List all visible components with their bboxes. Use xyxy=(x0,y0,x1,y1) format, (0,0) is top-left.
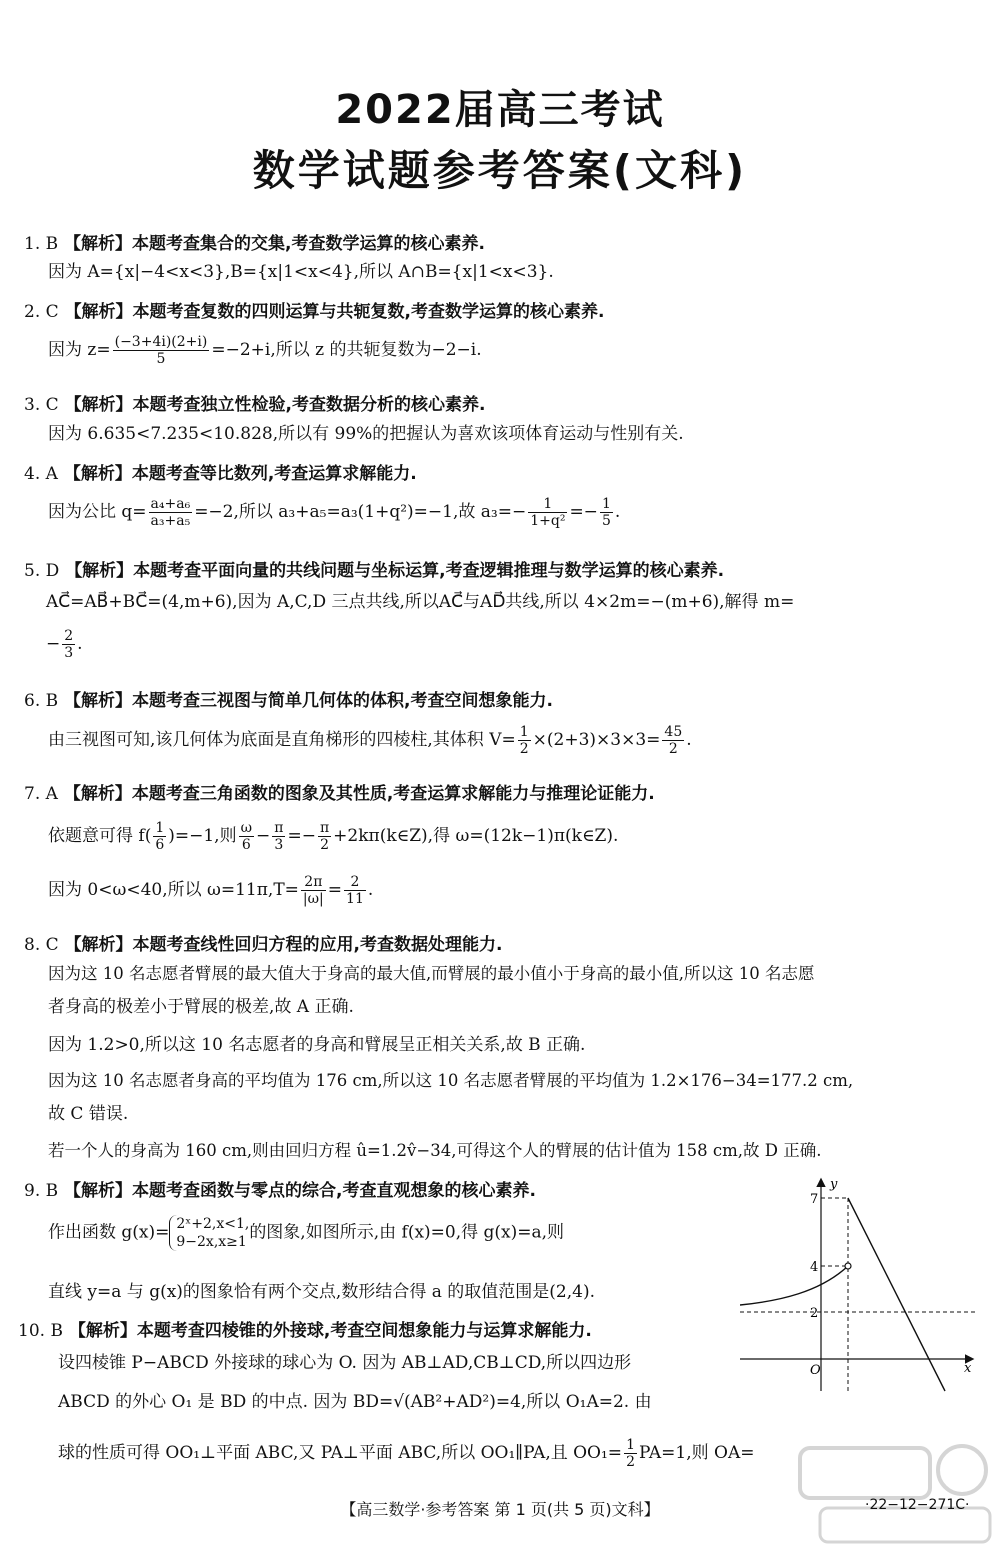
q5-frac-den: 3 xyxy=(64,645,74,661)
page-subtitle: 数学试题参考答案(文科) xyxy=(252,146,748,195)
q10-header xyxy=(18,1316,592,1341)
q9-number: 9. B xyxy=(24,1181,59,1201)
q4-f3-den: 5 xyxy=(601,513,611,529)
q7-f5-num: 2π xyxy=(301,874,326,891)
q5-number: 5. D xyxy=(24,561,60,581)
q3-header xyxy=(24,390,485,415)
q7-fraction-5 xyxy=(301,874,326,907)
q4-text-d: . xyxy=(614,502,621,522)
q1-line1: 因为 A={x|−4<x<3},B={x|1<x<4},所以 A∩B={x|1<x<3}. xyxy=(48,262,554,282)
q5-frac-num: 2 xyxy=(64,628,74,644)
q4-f1-num: a₄+a₆ xyxy=(150,496,191,512)
q1-header xyxy=(24,229,485,254)
q6-number: 6. B xyxy=(24,691,59,711)
q8-number: 8. C xyxy=(24,935,59,955)
q7-f2-den: 6 xyxy=(241,837,251,853)
doc-code: ·22−12−271C· xyxy=(865,1497,970,1513)
q4-f2-den: 1+q² xyxy=(530,513,566,529)
q10-line1: 设四棱锥 P−ABCD 外接球的球心为 O. 因为 AB⊥AD,CB⊥CD,所以四边形 xyxy=(58,1353,632,1373)
q5-line1: AC⃗=AB⃗+BC⃗=(4,m+6),因为 A,C,D 三点共线,所以AC⃗与AD⃗共线,所以 4×2m=−(m+6),解得 m= xyxy=(46,592,795,612)
q4-f2-num: 1 xyxy=(528,496,567,513)
q7-f1-den: 6 xyxy=(155,837,165,853)
q9-piecewise xyxy=(169,1215,249,1251)
q7-f3-num: π xyxy=(274,820,284,836)
q10-frac-den: 2 xyxy=(626,1454,635,1470)
q6-f2-num: 45 xyxy=(664,724,683,740)
q4-text-c: =− xyxy=(569,502,598,522)
q4-fraction-2 xyxy=(528,496,567,529)
q6-f1-den: 2 xyxy=(519,741,529,757)
q5-header xyxy=(24,556,724,581)
q7-text-d: =− xyxy=(287,826,316,846)
q7-fraction-4 xyxy=(318,820,331,853)
q10-text-a: 球的性质可得 OO₁⊥平面 ABC,又 PA⊥平面 ABC,所以 OO₁∥PA,且 OO₁= xyxy=(58,1443,623,1463)
q7-text-h: . xyxy=(367,880,374,900)
q7-text-a: 依题意可得 f( xyxy=(48,826,152,846)
tick-2: 2 xyxy=(810,1306,819,1321)
q6-text-b: ×(2+3)×3×3= xyxy=(532,730,661,750)
q3-line1: 因为 6.635<7.235<10.828,所以有 99%的把握认为喜欢该项体育运动与性别有关. xyxy=(48,424,684,444)
q2-head: 【解析】本题考查复数的四则运算与共轭复数,考查数学运算的核心素养. xyxy=(64,302,605,322)
q4-f3-num: 1 xyxy=(601,496,611,512)
q2-number: 2. C xyxy=(24,302,59,322)
q8-line5: 故 C 错误. xyxy=(48,1104,129,1124)
q4-fraction-3 xyxy=(600,496,613,529)
q10-head: 【解析】本题考查四棱锥的外接球,考查空间想象能力与运算求解能力. xyxy=(68,1321,592,1341)
q6-line1 xyxy=(48,724,692,757)
q6-fraction-1 xyxy=(518,724,531,757)
q7-line2 xyxy=(48,874,373,907)
tick-4: 4 xyxy=(810,1260,819,1275)
q10-line3 xyxy=(58,1437,754,1470)
open-point xyxy=(845,1263,851,1269)
q7-fraction-1 xyxy=(153,820,166,853)
q5-text-a: − xyxy=(46,634,61,654)
q7-text-g: = xyxy=(327,880,343,900)
q7-fraction-2 xyxy=(239,820,254,853)
q7-text-b: )=−1,则 xyxy=(168,826,237,846)
q4-number: 4. A xyxy=(24,464,58,484)
q6-f2-den: 2 xyxy=(668,741,678,757)
q7-f4-num: π xyxy=(319,820,330,836)
q3-number: 3. C xyxy=(24,395,59,415)
q2-fraction xyxy=(113,334,210,367)
q7-text-e: +2kπ(k∈Z),得 ω=(12k−1)π(k∈Z). xyxy=(333,826,619,846)
q7-f1-num: 1 xyxy=(155,820,165,836)
q8-line4: 因为这 10 名志愿者身高的平均值为 176 cm,所以这 10 名志愿者臂展的平均值为 1.2×176−34=177.2 cm, xyxy=(48,1071,854,1090)
q4-fraction-1 xyxy=(149,496,193,529)
q9-line2: 直线 y=a 与 g(x)的图象恰有两个交点,数形结合得 a 的取值范围是(2,4). xyxy=(48,1282,595,1302)
q9-text-b: 的图象,如图所示,由 f(x)=0,得 g(x)=a,则 xyxy=(249,1222,565,1243)
q6-header xyxy=(24,686,553,711)
q10-fraction xyxy=(624,1437,637,1470)
q8-head: 【解析】本题考查线性回归方程的应用,考查数据处理能力. xyxy=(64,935,503,955)
curve-exp xyxy=(740,1266,848,1305)
q7-head: 【解析】本题考查三角函数的图象及其性质,考查运算求解能力与推理论证能力. xyxy=(63,784,655,804)
page-title: 2022届高三考试 xyxy=(335,87,665,133)
q7-fraction-3 xyxy=(272,820,285,853)
q7-header xyxy=(24,779,655,804)
q6-head: 【解析】本题考查三视图与简单几何体的体积,考查空间想象能力. xyxy=(64,691,553,711)
q7-f6-den: 11 xyxy=(346,891,364,907)
q7-number: 7. A xyxy=(24,784,58,804)
q6-text-a: 由三视图可知,该几何体为底面是直角梯形的四棱柱,其体积 V= xyxy=(48,730,516,750)
q4-head: 【解析】本题考查等比数列,考查运算求解能力. xyxy=(63,464,417,484)
y-label: y xyxy=(830,1177,838,1192)
q5-line2 xyxy=(46,628,83,661)
q9-case2: 9−2x,x≥1 xyxy=(176,1234,247,1250)
q1-head: 【解析】本题考查集合的交集,考查数学运算的核心素养. xyxy=(64,234,485,254)
q10-line2: ABCD 的外心 O₁ 是 BD 的中点. 因为 BD=√(AB²+AD²)=4,所以 O₁A=2. 由 xyxy=(58,1392,652,1412)
line-linear xyxy=(848,1198,945,1391)
q1-number: 1. B xyxy=(24,234,59,254)
q4-text-b: =−2,所以 a₃+a₅=a₃(1+q²)=−1,故 a₃=− xyxy=(194,502,527,522)
q5-head: 【解析】本题考查平面向量的共线问题与坐标运算,考查逻辑推理与数学运算的核心素养. xyxy=(65,561,725,581)
q4-f1-den: a₃+a₅ xyxy=(150,513,191,529)
q8-line1: 因为这 10 名志愿者臂展的最大值大于身高的最大值,而臂展的最小值小于身高的最小值,所以这 10 名志愿 xyxy=(48,964,815,983)
q9-head: 【解析】本题考查函数与零点的综合,考查直观想象的核心素养. xyxy=(64,1181,536,1201)
q9-case1: 2ˣ+2,x<1, xyxy=(176,1216,250,1232)
q8-line6: 若一个人的身高为 160 cm,则由回归方程 û=1.2v̂−34,可得这个人的臂展的估计值为 158 cm,故 D 正确. xyxy=(48,1141,822,1160)
q4-header xyxy=(24,459,417,484)
q7-f2-num: ω xyxy=(240,820,253,836)
q7-f4-den: 2 xyxy=(320,837,330,853)
page-footer: 【高三数学·参考答案 第 1 页(共 5 页)文科】 xyxy=(340,1500,660,1519)
x-label: x xyxy=(964,1361,972,1376)
q3-head: 【解析】本题考查独立性检验,考查数据分析的核心素养. xyxy=(64,395,486,415)
q5-fraction xyxy=(62,628,75,661)
q7-f5-den: |ω| xyxy=(302,891,324,907)
q5-text-b: . xyxy=(77,634,83,654)
q7-fraction-6 xyxy=(344,874,366,907)
q10-frac-num: 1 xyxy=(626,1437,635,1453)
q4-text-a: 因为公比 q= xyxy=(48,502,147,522)
q2-text-b: =−2+i,所以 z 的共轭复数为−2−i. xyxy=(211,340,482,360)
q2-frac-num: (−3+4i)(2+i) xyxy=(114,334,208,350)
q9-header xyxy=(24,1176,536,1201)
watermark-logo xyxy=(790,1440,1000,1548)
q8-line2: 者身高的极差小于臂展的极差,故 A 正确. xyxy=(48,997,354,1017)
q4-line1 xyxy=(48,496,620,529)
q6-fraction-2 xyxy=(662,724,684,757)
q7-text-f: 因为 0<ω<40,所以 ω=11π,T= xyxy=(48,880,299,900)
q10-number: 10. B xyxy=(18,1321,63,1341)
q10-text-b: PA=1,则 OA= xyxy=(638,1443,755,1463)
q2-frac-den: 5 xyxy=(156,351,166,367)
q7-text-c: − xyxy=(256,826,271,846)
q7-f6-num: 2 xyxy=(344,874,366,891)
origin-label: O xyxy=(810,1363,821,1378)
q9-line1 xyxy=(48,1215,564,1251)
q2-line1 xyxy=(48,334,482,367)
q6-f1-num: 1 xyxy=(519,724,529,740)
q8-line3: 因为 1.2>0,所以这 10 名志愿者的身高和臂展呈正相关关系,故 B 正确. xyxy=(48,1035,586,1055)
q2-header xyxy=(24,297,604,322)
q8-header xyxy=(24,930,502,955)
q9-text-a: 作出函数 g(x)= xyxy=(48,1222,170,1243)
q2-text-a: 因为 z= xyxy=(48,340,111,360)
q7-line1 xyxy=(48,820,618,853)
tick-7: 7 xyxy=(810,1192,819,1207)
function-graph xyxy=(740,1176,980,1396)
q7-f3-den: 3 xyxy=(274,837,284,853)
q6-text-c: . xyxy=(686,730,692,750)
